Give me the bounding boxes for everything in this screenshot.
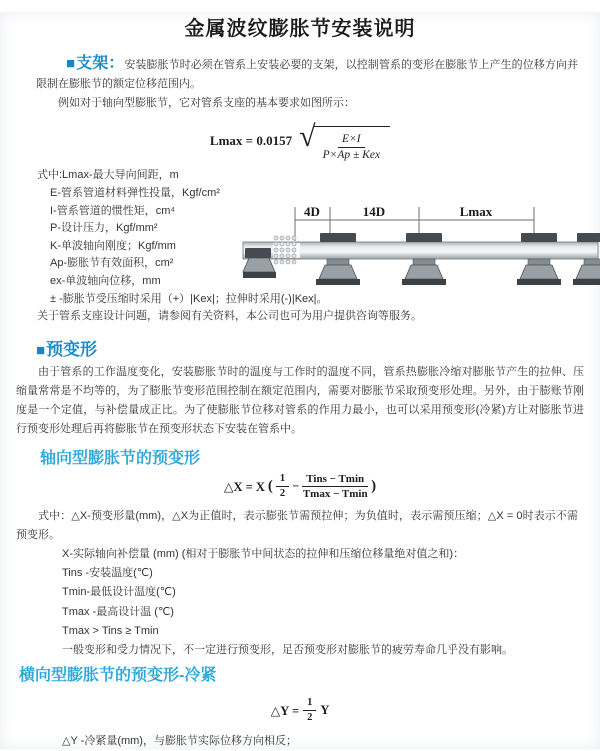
dim-label-lmax: Lmax	[459, 204, 493, 219]
sqrt-expression	[299, 120, 390, 162]
one-half-fraction	[276, 473, 289, 500]
definition-line: ex-单波轴向位移，mm	[50, 275, 161, 287]
definition-line: P-设计压力，Kgf/mm²	[50, 222, 158, 235]
lateral-formula-rhs: Y	[320, 703, 330, 718]
radical-sign: √	[299, 120, 316, 153]
definition-line: Ap-膨胀节有效面积，cm²	[50, 257, 174, 270]
definition-line: K-单波轴向刚度；Kgf/mm	[50, 239, 176, 252]
half-denominator: 2	[279, 488, 286, 500]
dim-label-4d: 4D	[304, 204, 320, 219]
axial-definition-line: X-实际轴向补偿量 (mm) (相对于膨胀节中间状态的拉伸和压缩位移量绝对值之和)：	[62, 548, 465, 561]
page-title: 金属波纹膨胀节安装说明	[184, 18, 416, 40]
temperature-numerator: Tins − Tmin	[302, 473, 368, 488]
definition-line: 式中:Lmax-最大导向间距，m	[37, 169, 179, 182]
axial-inequality-line: Tmax > Tins ≥ Tmin	[62, 624, 159, 637]
section-square-icon: ■	[66, 55, 76, 72]
definition-line: ± -膨胀节受压缩时采用（+）|Kex|；拉伸时采用(-)|Kex|。	[50, 292, 328, 305]
axial-formula-lhs: △X = X	[223, 479, 265, 494]
close-paren: )	[371, 478, 377, 495]
axial-predeform-formula	[0, 473, 600, 501]
predeform-heading-label: 预变形	[46, 339, 98, 359]
support-example-line: 例如对于轴向型膨胀节，它对管系支座的基本要求如图所示：	[58, 97, 355, 109]
dim-label-14d: 14D	[362, 204, 386, 219]
support-section-heading	[66, 55, 124, 72]
predeform-paragraph: 由于管系的工作温度变化，安装膨胀节时的温度与工作时的温度不同，管系热膨胀冷缩对膨胀节产生的拉伸、压缩量常常是不均等的，为了膨胀节变形范围控制在额定范围内，需要对膨胀节采取预变形处理。另外，由于膨账节刚度是一个定值，与补偿量成正比。为了使膨胀节位移对管系的作用力最小，也可以采用预变形(冷紧)方让对膨胀节进行预变形处理后再将膨胀节在预变形状态下安装在管系中。	[16, 365, 584, 435]
support-intro-text: 安装膨胀节时必须在管系上安装必要的支架，以控制管系的变形在膨胀节上产生的位移方向并限制在膨胀节的额定位移范围内。	[36, 59, 578, 90]
document-page	[0, 12, 600, 749]
temperature-denominator: Tmax − Tmin	[302, 488, 368, 501]
definition-line: I-管系管道的惯性矩，cm⁴	[50, 204, 176, 217]
minus-sign: −	[292, 479, 300, 494]
section-square-icon: ■	[36, 341, 46, 359]
support-intro-paragraph	[36, 54, 578, 94]
lateral-subsection-heading: 横向型膨胀节的预变形-冷紧	[19, 667, 217, 685]
axial-definition-paragraph: 式中：△X-预变形量(mm)，△X为正值时，表示膨张节需预拉伸；为负值时，表示需预压缩；△X = 0时表示不需预变形。	[16, 510, 578, 542]
bellows-icon	[273, 236, 300, 264]
axial-remark-line: 一般变形和受力情况下，不一定进行预变形，足否预变形对膨胀节的疲劳寿命几乎没有影响。	[62, 644, 513, 657]
definition-line: E-管系管道材料弹性投量，Kgf/cm²	[50, 187, 220, 200]
temperature-fraction	[302, 473, 368, 501]
axial-definition-line: Tmax -最高设计温 (℃)	[62, 605, 174, 618]
open-paren: (	[267, 478, 273, 495]
pipe-support-diagram	[243, 202, 598, 304]
axial-definition-line: Tmin-最低设计温度(℃)	[62, 586, 176, 599]
lateral-predeform-formula	[0, 697, 600, 724]
support-heading-label: 支架：	[76, 55, 125, 72]
lmax-fraction-numerator: E×I	[338, 133, 365, 148]
lmax-formula-lhs: Lmax = 0.0157	[209, 133, 293, 149]
radicand	[313, 126, 391, 162]
predeform-section-heading	[36, 335, 600, 360]
lateral-formula-lhs: △Y =	[270, 703, 300, 718]
axial-subsection-heading: 轴向型膨胀节的预变形	[40, 449, 201, 467]
lmax-fraction	[323, 133, 381, 162]
half-numerator: 1	[303, 697, 316, 711]
half-denominator: 2	[307, 712, 313, 724]
lateral-definition-line: △Y -冷紧量(mm)，与膨胀节实际位移方向相反；	[62, 735, 297, 748]
half-numerator: 1	[276, 473, 289, 487]
lmax-fraction-denominator: P×Ap ± Kex	[322, 149, 381, 162]
lmax-formula	[0, 120, 600, 162]
support-note-line: 关于管系支座设计问题，请参阅有关资料，本公司也可为用户提供咨询等服务。	[37, 310, 422, 323]
axial-definition-line: Tins -安装温度(℃)	[62, 567, 153, 580]
one-half-fraction	[303, 697, 316, 724]
